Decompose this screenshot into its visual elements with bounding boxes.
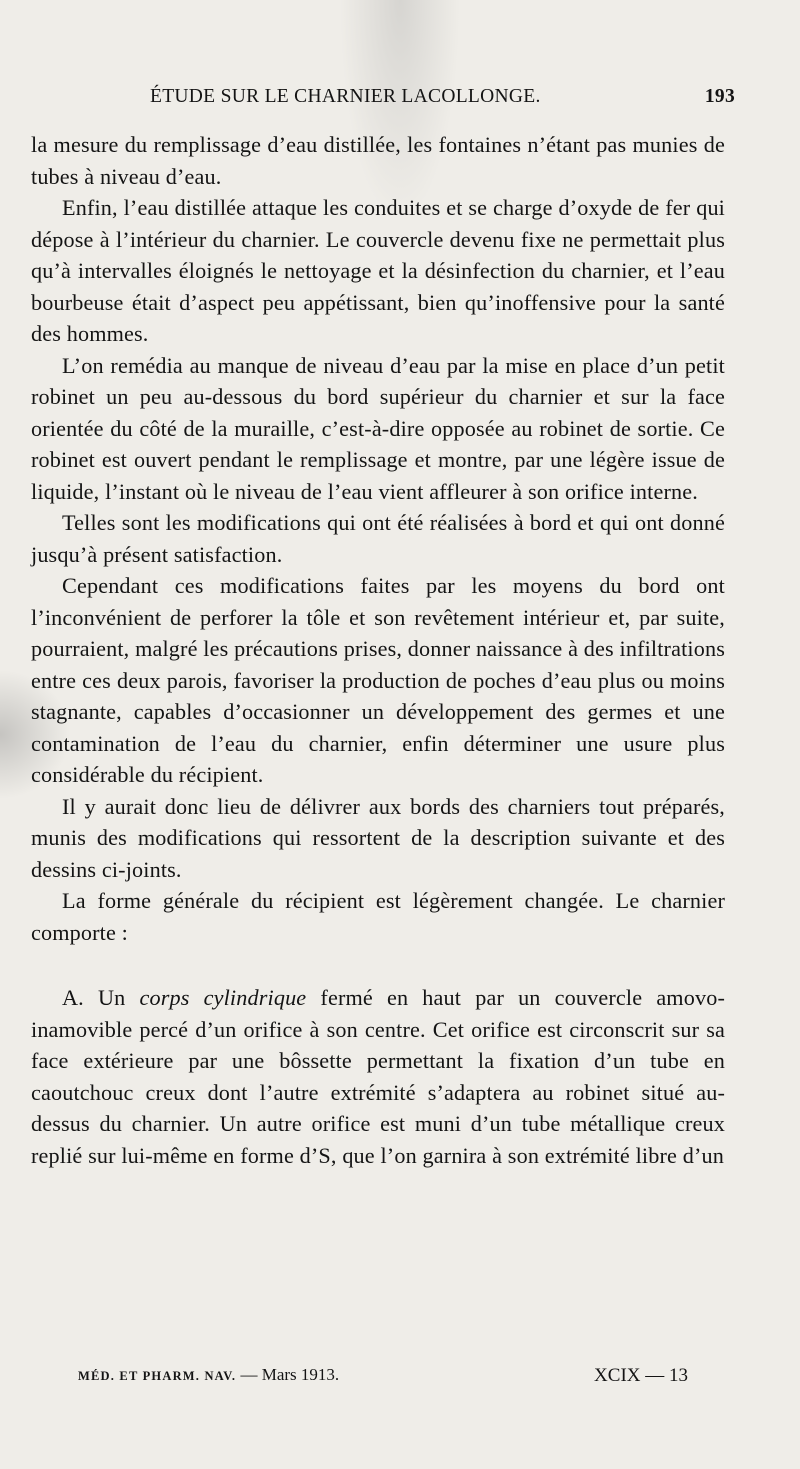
running-head — [150, 86, 735, 116]
paragraph: Enfin, l’eau distillée attaque les conduites et se charge d’oxyde de fer qui dépose à l’intérieur du charnier. Le couvercle devenu fixe ne permettait plus qu’à intervalles éloignés le nettoyage et la désinfection du charnier, et l’eau bourbeuse était d’aspect peu appétissant, bien qu’inoffensive pour la santé des hommes. — [31, 195, 725, 346]
page-footer — [78, 1365, 688, 1393]
paragraph: Il y aurait donc lieu de délivrer aux bords des charniers tout préparés, munis des modifications qui ressortent de la description suivante et des dessins ci-joints. — [31, 793, 725, 882]
section-lead: A. Un — [62, 985, 140, 1010]
footer-separator: — — [240, 1365, 258, 1384]
page-number: 193 — [704, 86, 735, 107]
issue-date: Mars 1913. — [261, 1365, 340, 1384]
running-title: ÉTUDE SUR LE CHARNIER LACOLLONGE. — [150, 86, 541, 107]
paragraph: Cependant ces modifications faites par les moyens du bord ont l’inconvénient de perforer la tôle et son revêtement intérieur et, par suite, pourraient, malgré les précautions prises, donner naissance à des infiltrations entre ces deux parois, favoriser la production de poches d’eau plus ou moins stagnante, capables d’occasionner un développement des germes et une contamination de l’eau du charnier, enfin déterminer une usure plus considérable du récipient. — [31, 573, 725, 787]
paragraph-section-a — [31, 982, 725, 1171]
journal-name: MÉD. ET PHARM. NAV. — [78, 1369, 237, 1383]
paragraph: La forme générale du récipient est légèrement changée. Le charnier comporte : — [31, 888, 725, 945]
paragraph: L’on remédia au manque de niveau d’eau par la mise en place d’un petit robinet un peu au-dessous du bord supérieur du charnier et sur la face orientée du côté de la muraille, c’est-à-dire opposée au robinet de sortie. Ce robinet est ouvert pendant le remplissage et montre, par une légère issue de liquide, l’instant où le niveau de l’eau vient affleurer à son orifice interne. — [31, 352, 725, 504]
section-text: fermé en haut par un couvercle amovo-inamovible percé d’un orifice à son centre. Cet orifice est circonscrit sur sa face extérieure par une bôssette permettant la fixation d’un tube en caoutchouc creux dont l’autre extrémité s’adaptera au robinet situé au-dessus du charnier. Un autre orifice est muni d’un tube métallique creux replié sur lui-même en forme d’S, que l’on garnira à son extrémité libre d’un — [31, 985, 725, 1168]
paragraph: Telles sont les modifications qui ont été réalisées à bord et qui ont donné jusqu’à présent satisfaction. — [31, 510, 725, 567]
italic-term: corps cylindrique — [139, 985, 307, 1010]
body-text — [31, 129, 725, 1171]
volume-signature: XCIX — 13 — [594, 1365, 688, 1386]
footer-citation — [78, 1365, 339, 1385]
paragraph: la mesure du remplissage d’eau distillée, les fontaines n’étant pas munies de tubes à niveau d’eau. — [31, 132, 725, 189]
